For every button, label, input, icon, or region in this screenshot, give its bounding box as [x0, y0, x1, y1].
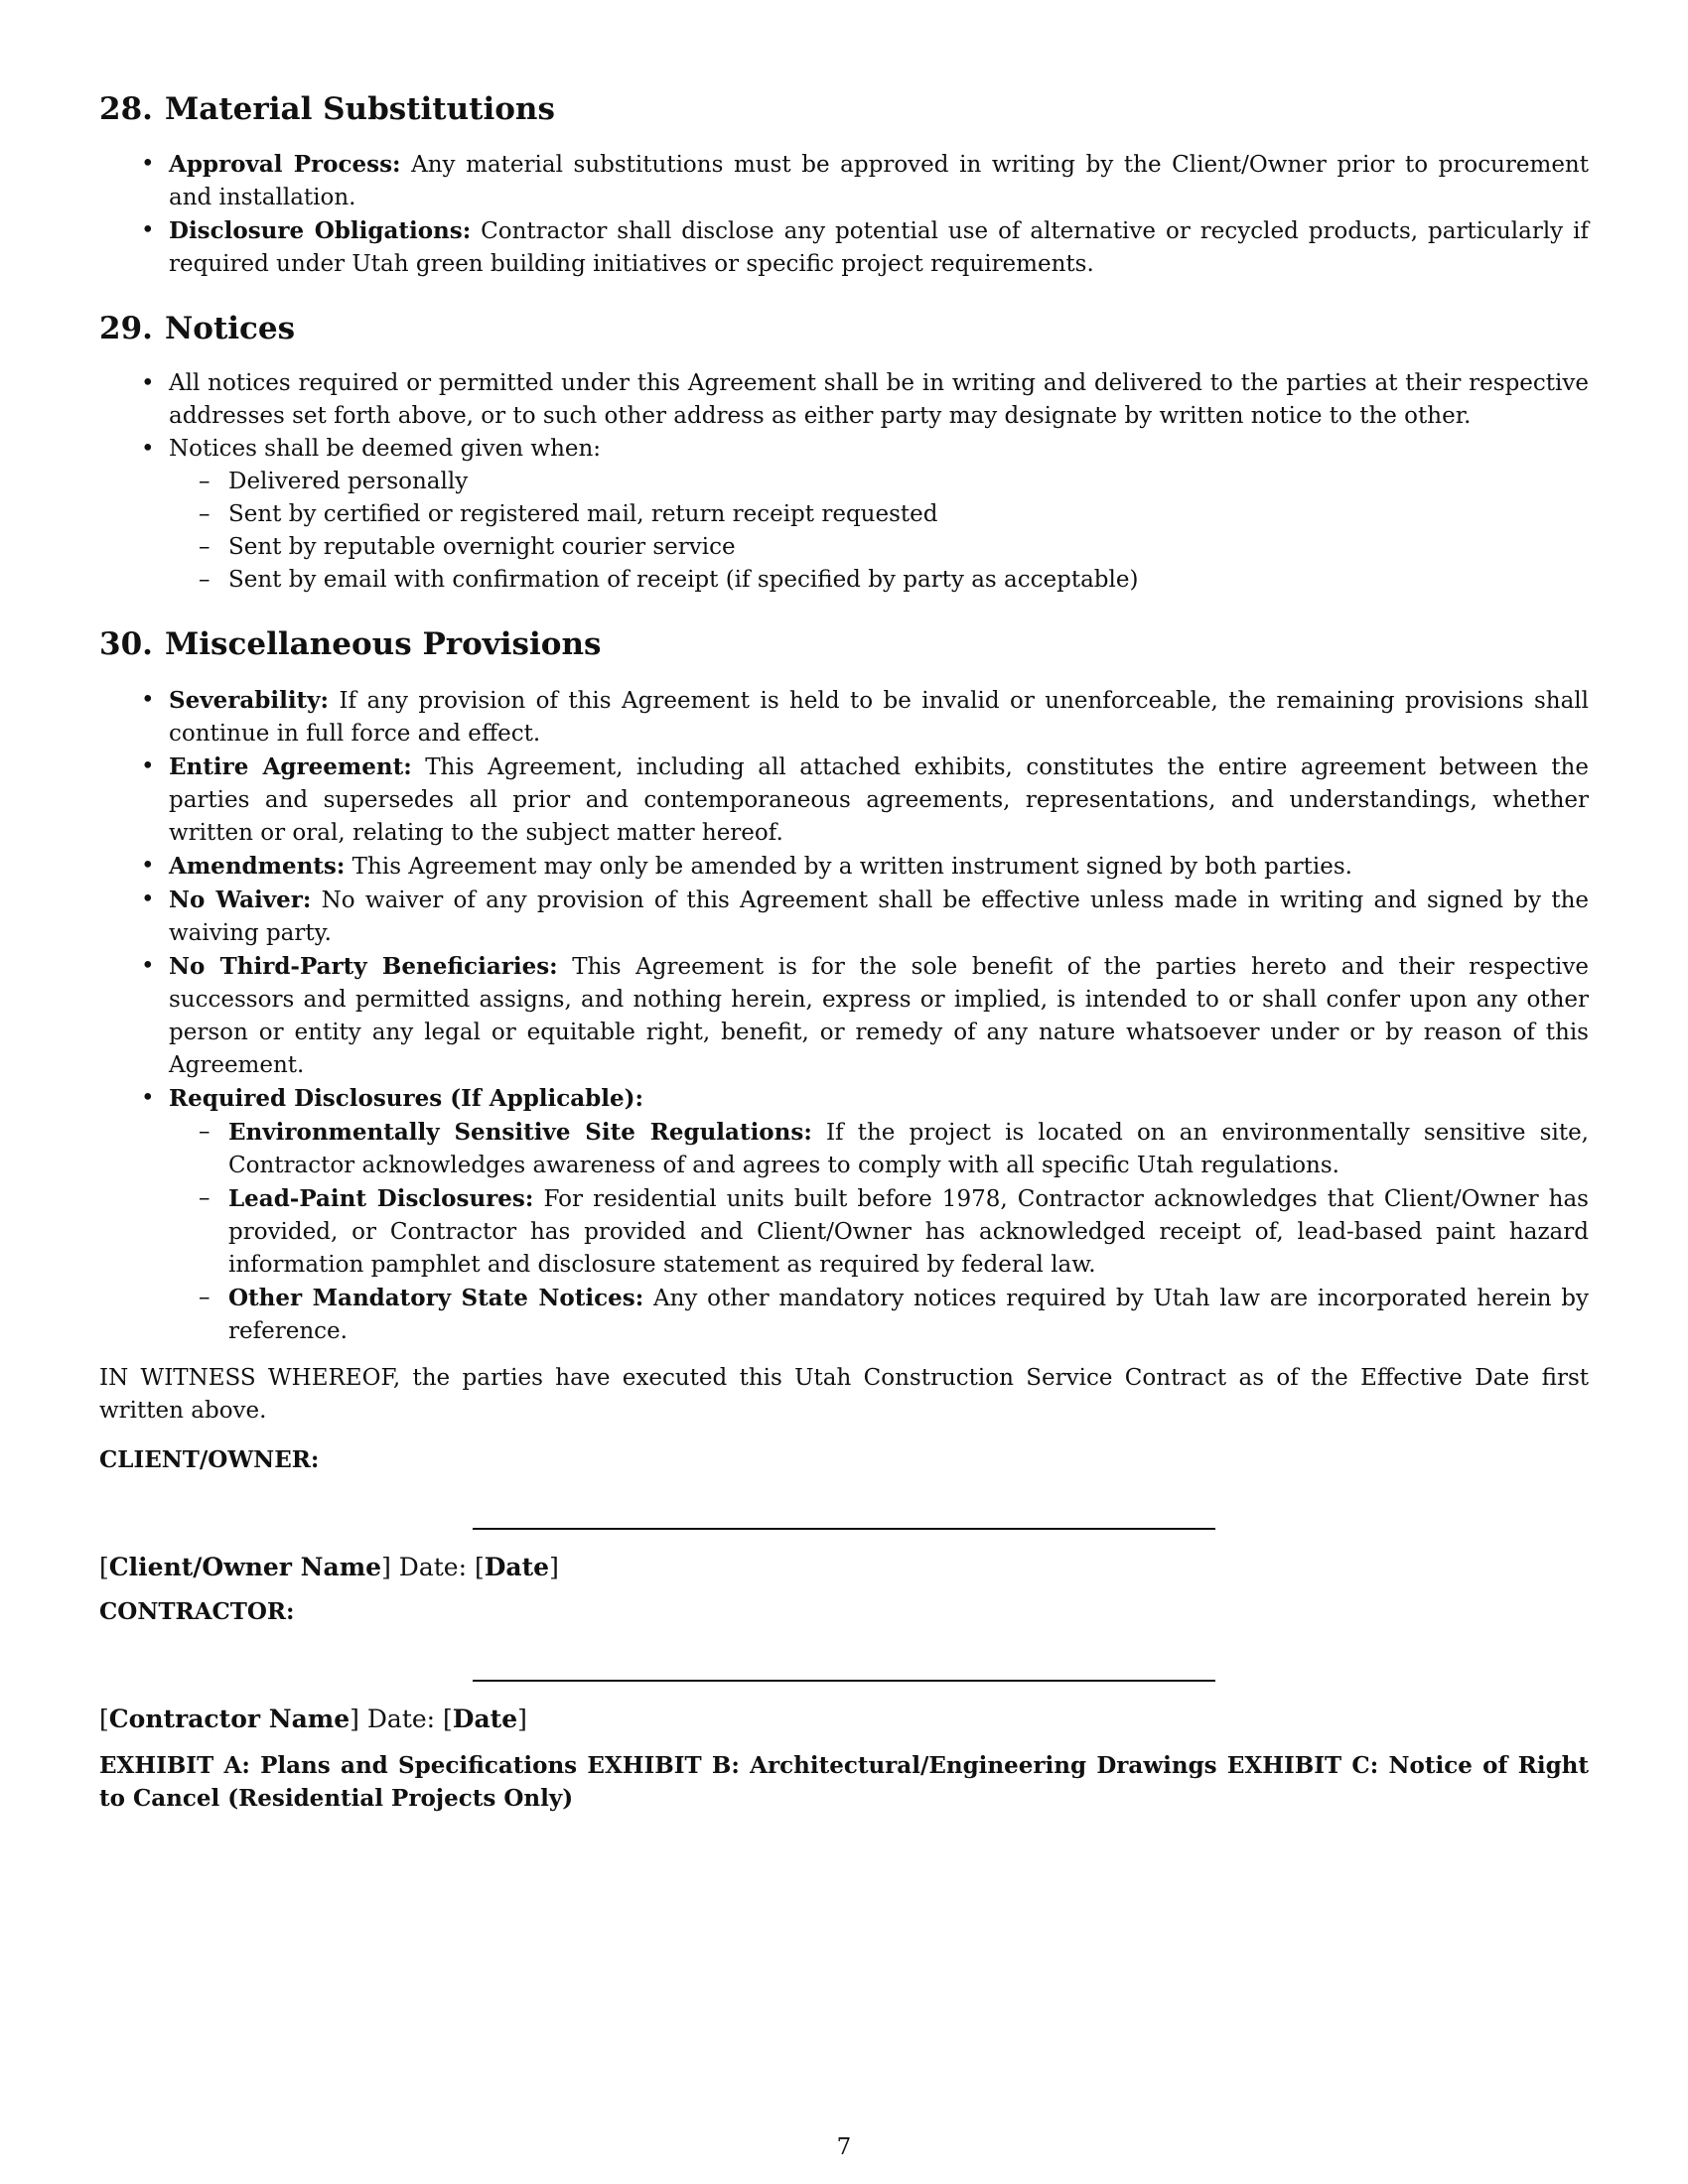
list-item: [169, 751, 1589, 850]
client-label: CLIENT/OWNER:: [99, 1445, 320, 1473]
item-text: Notices shall be deemed given when:: [169, 436, 602, 463]
client-signature-area: [99, 1476, 1589, 1538]
sub-list: [169, 1116, 1589, 1348]
item-label: Approval Process:: [169, 151, 401, 179]
exhibits-list: EXHIBIT A: Plans and Specifications EXHIBIT B: Architectural/Engineering Drawings EXHIBIT C: Notice of Right to Cancel (Residential Projects Only): [99, 1751, 1589, 1812]
sub-list: [169, 466, 1589, 597]
item-text: Any material substitutions must be approved in writing by the Client/Owner prior to procurement and installation.: [169, 152, 1589, 211]
sub-list-item: [228, 1182, 1589, 1282]
item-text: If any provision of this Agreement is held to be invalid or unenforceable, the remaining provisions shall continue in full force and effect.: [169, 687, 1589, 747]
item-label: Amendments:: [169, 852, 346, 880]
item-text: Any other mandatory notices required by Utah law are incorporated herein by reference.: [228, 1285, 1589, 1344]
list-item: [169, 148, 1589, 214]
contractor-signature-area: [99, 1628, 1589, 1690]
item-text: This Agreement, including all attached exhibits, constitutes the entire agreement between the parties and supersedes all prior and contemporaneous agreements, representations, and understandings, whether written or oral, relating to the subject matter hereof.: [169, 753, 1589, 846]
sub-list-item: – Delivered personally: [228, 466, 1589, 498]
item-label: Entire Agreement:: [169, 752, 412, 780]
item-text: No waiver of any provision of this Agreement shall be effective unless made in writing and signed by the waiving party.: [169, 887, 1589, 946]
item-text: This Agreement is for the sole benefit of the parties hereto and their respective successors and permitted assigns, and nothing herein, express or implied, is intended to or shall confer upon any other person or entity any legal or equitable right, benefit, or remedy of any nature whatsoever under or by reason of this Agreement.: [169, 953, 1589, 1078]
item-text: This Agreement may only be amended by a written instrument signed by both parties.: [345, 853, 1352, 880]
bullet-list: [99, 148, 1589, 281]
item-text: If the project is located on an environmentally sensitive site, Contractor acknowledges awareness of and agrees to comply with all specific Utah regulations.: [228, 1119, 1589, 1178]
client-signature-block: [99, 1443, 1589, 1585]
sub-list-item: [228, 1282, 1589, 1348]
section-number: 30.: [99, 626, 153, 663]
contractor-signature-block: [99, 1595, 1589, 1737]
client-signature-line: [473, 1528, 1215, 1530]
contractor-date: Date: [452, 1704, 518, 1733]
page-number: 7: [836, 2134, 852, 2160]
list-item: [169, 1082, 1589, 1348]
section-miscellaneous-provisions: [99, 626, 1589, 1347]
item-label: Environmentally Sensitive Site Regulations:: [228, 1118, 812, 1146]
section-notices: [99, 311, 1589, 597]
section-title: Miscellaneous Provisions: [164, 626, 602, 663]
section-heading: [99, 311, 1589, 347]
witness-paragraph: IN WITNESS WHEREOF, the parties have executed this Utah Construction Service Contract as of the Effective Date first written above.: [99, 1364, 1589, 1424]
sub-list-item: – Sent by certified or registered mail, return receipt requested: [228, 498, 1589, 531]
client-date-label: Date:: [398, 1552, 468, 1581]
item-label: Required Disclosures (If Applicable):: [169, 1084, 643, 1112]
list-item: [169, 214, 1589, 281]
client-date: Date: [484, 1552, 550, 1581]
bullet-list: [99, 684, 1589, 1348]
contractor-signature-line: [473, 1680, 1215, 1682]
sub-list-item: [228, 1116, 1589, 1182]
contractor-name-line: [Contractor Name] Date: [Date]: [99, 1704, 527, 1733]
contractor-name: Contractor Name: [108, 1704, 351, 1733]
contractor-date-label: Date:: [366, 1704, 436, 1733]
list-item: [169, 950, 1589, 1082]
item-label: Lead-Paint Disclosures:: [228, 1184, 534, 1212]
item-label: No Waiver:: [169, 886, 312, 913]
section-material-substitutions: [99, 91, 1589, 281]
item-label: Disclosure Obligations:: [169, 217, 472, 245]
list-item: [169, 367, 1589, 433]
item-label: Severability:: [169, 686, 330, 714]
section-heading: [99, 626, 1589, 663]
list-item: [169, 884, 1589, 950]
document-page: [99, 91, 1589, 1838]
bullet-list: [99, 367, 1589, 597]
section-number: 28.: [99, 91, 153, 127]
sub-list-item: – Sent by email with confirmation of receipt (if specified by party as acceptable): [228, 564, 1589, 597]
sub-list-item: – Sent by reputable overnight courier service: [228, 531, 1589, 564]
section-number: 29.: [99, 311, 153, 347]
section-title: Material Substitutions: [164, 91, 555, 127]
item-text: All notices required or permitted under this Agreement shall be in writing and delivered to the parties at their respective addresses set forth above, or to such other address as either party may designate by written notice to the other.: [169, 370, 1589, 430]
contractor-label: CONTRACTOR:: [99, 1597, 295, 1625]
item-text: Contractor shall disclose any potential use of alternative or recycled products, particularly if required under Utah green building initiatives or specific project requirements.: [169, 218, 1589, 278]
list-item: [169, 850, 1589, 884]
client-name: Client/Owner Name: [108, 1552, 382, 1581]
list-item: [169, 433, 1589, 597]
list-item: [169, 684, 1589, 751]
section-title: Notices: [164, 311, 296, 347]
section-heading: [99, 91, 1589, 128]
item-text: For residential units built before 1978, Contractor acknowledges that Client/Owner has provided, or Contractor has provided and Client/Owner has acknowledged receipt of, lead-based paint hazard information pamphlet and disclosure statement as required by federal law.: [228, 1185, 1589, 1278]
item-label: Other Mandatory State Notices:: [228, 1284, 644, 1311]
item-label: No Third-Party Beneficiaries:: [169, 952, 558, 980]
client-name-line: [Client/Owner Name] Date: [Date]: [99, 1552, 559, 1581]
